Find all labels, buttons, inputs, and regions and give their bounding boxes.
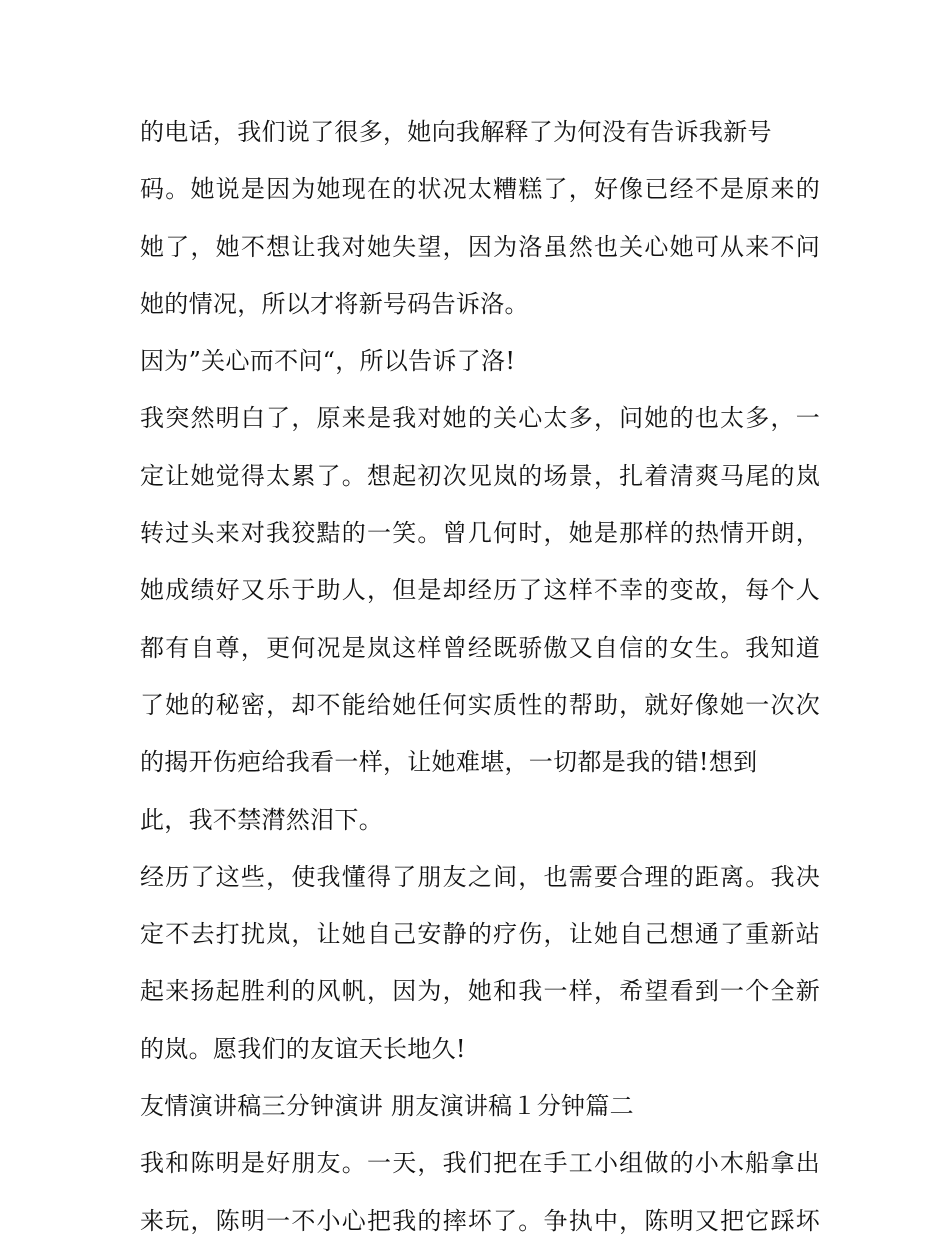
text-line: 我和陈明是好朋友。一天，我们把在手工小组做的小木船拿出 — [140, 1149, 820, 1178]
text-line: 都有自尊，更何况是岚这样曾经既骄傲又自信的女生。我知道 — [140, 633, 820, 662]
text-line: 来玩，陈明一不小心把我的摔坏了。争执中，陈明又把它踩坏 — [140, 1206, 820, 1235]
text-line: 的揭开伤疤给我看一样，让她难堪，一切都是我的错!想到 — [140, 748, 758, 777]
document-body — [140, 104, 820, 1250]
text-line: 起来扬起胜利的风帆，因为，她和我一样，希望看到一个全新 — [140, 977, 820, 1006]
text-line: 她的情况，所以才将新号码告诉洛。 — [140, 289, 529, 318]
text-line: 因为”关心而不问“，所以告诉了洛! — [140, 347, 516, 376]
text-line: 她成绩好又乐于助人，但是却经历了这样不幸的变故，每个人 — [140, 576, 820, 605]
text-line: 了她的秘密，却不能给她任何实质性的帮助，就好像她一次次 — [140, 690, 820, 719]
text-line: 定不去打扰岚，让她自己安静的疗伤，让她自己想通了重新站 — [140, 920, 820, 949]
text-line: 经历了这些，使我懂得了朋友之间，也需要合理的距离。我决 — [140, 862, 820, 891]
text-line: 我突然明白了，原来是我对她的关心太多，问她的也太多，一 — [140, 404, 820, 433]
text-line: 定让她觉得太累了。想起初次见岚的场景，扎着清爽马尾的岚 — [140, 461, 820, 490]
text-line: 的电话，我们说了很多，她向我解释了为何没有告诉我新号 — [140, 118, 772, 146]
text-line: 友情演讲稿三分钟演讲 朋友演讲稿１分钟篇二 — [140, 1092, 634, 1121]
text-line: 的岚。愿我们的友谊天长地久! — [140, 1034, 466, 1063]
text-line: 转过头来对我狡黠的一笑。曾几何时，她是那样的热情开朗， — [140, 519, 820, 548]
text-line: 码。她说是因为她现在的状况太糟糕了，好像已经不是原来的 — [140, 175, 820, 204]
text-line: 此，我不禁潸然泪下。 — [140, 805, 383, 834]
text-line: 她了，她不想让我对她失望，因为洛虽然也关心她可从来不问 — [140, 232, 820, 261]
